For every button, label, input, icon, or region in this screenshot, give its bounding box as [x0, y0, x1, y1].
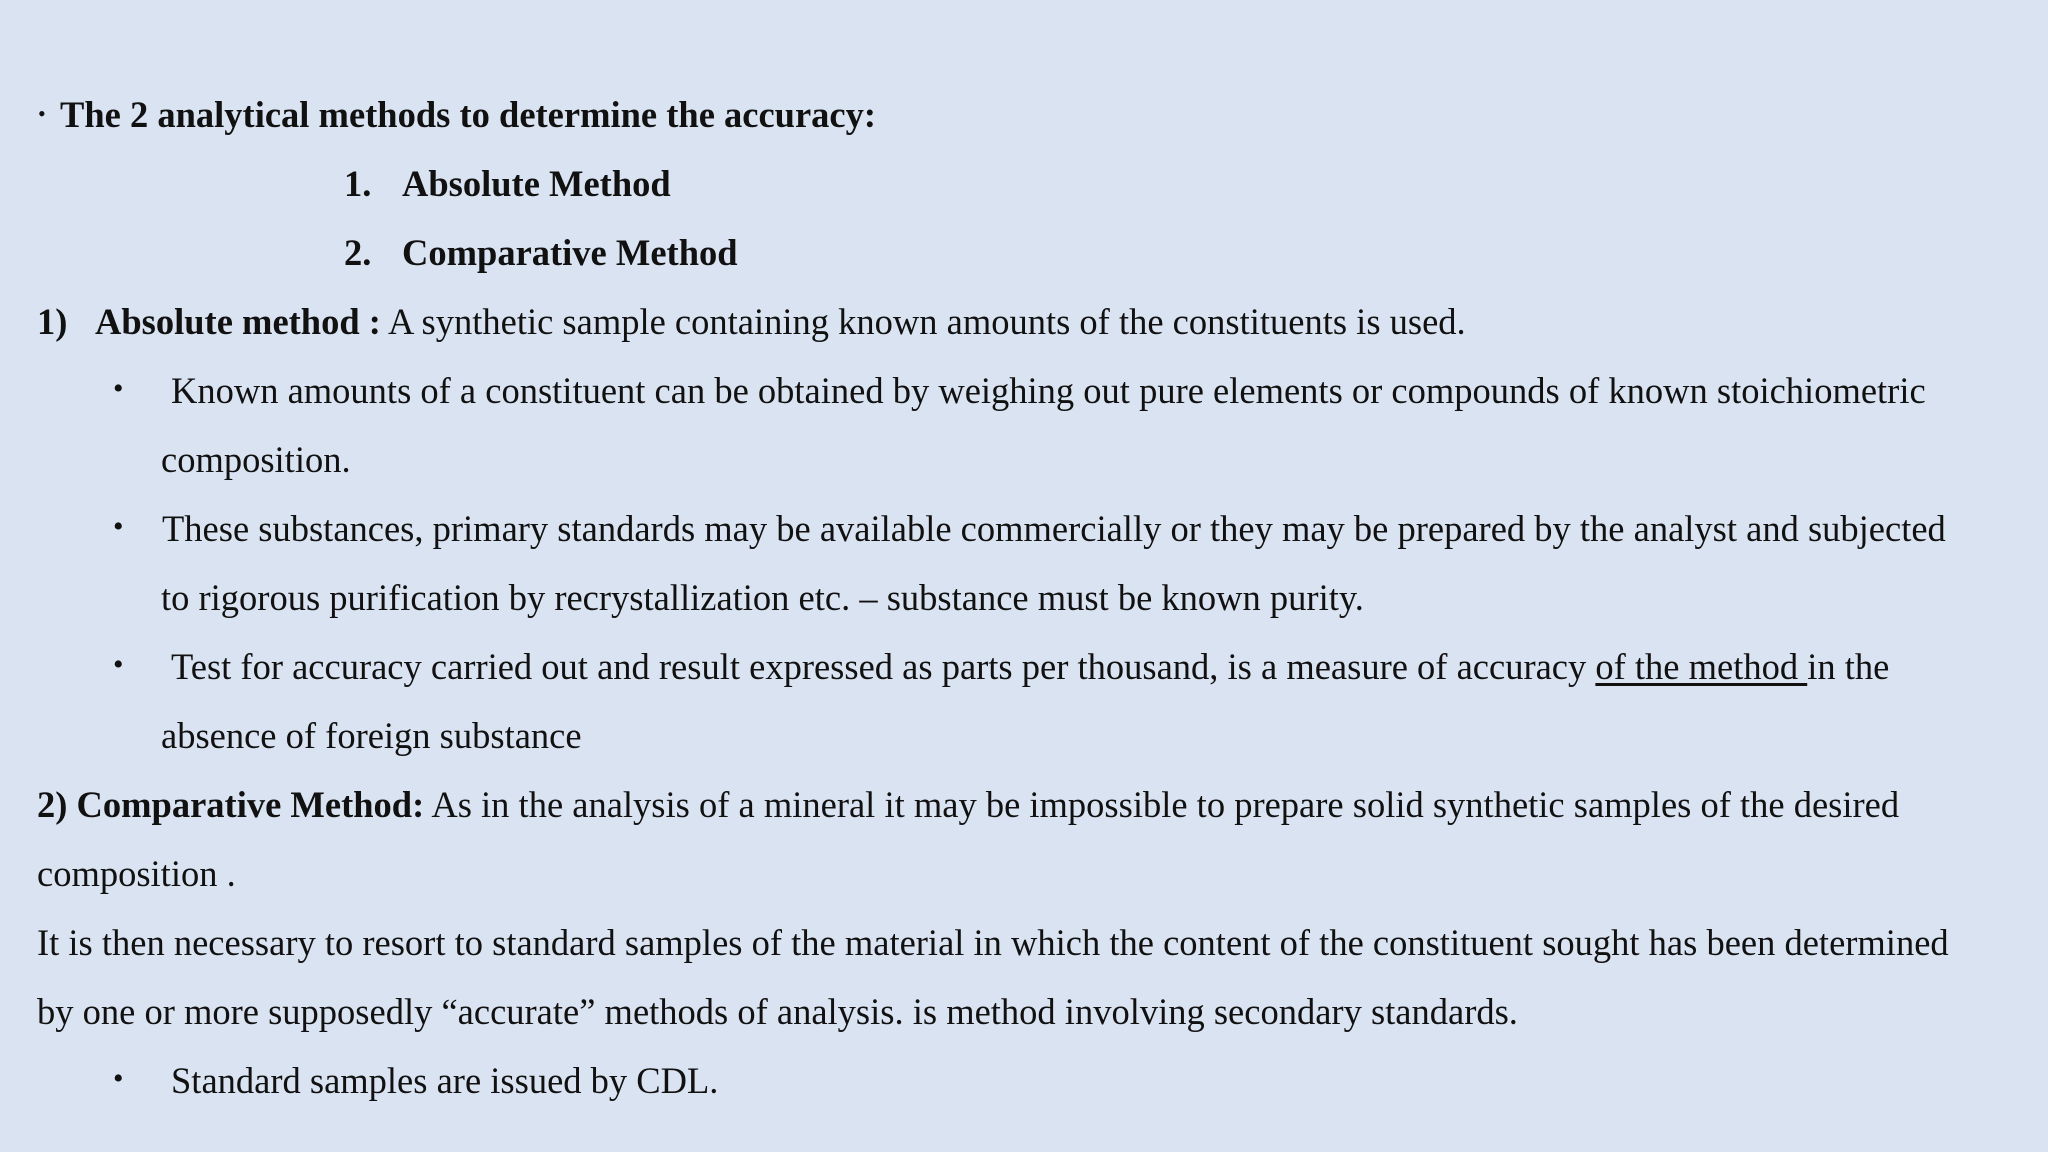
absolute-bullet-3-text-b: in the [1807, 646, 1890, 687]
absolute-bullet-1-line2: composition. [161, 439, 351, 480]
comparative-paragraph-line1: It is then necessary to resort to standard samples of the material in which the content of the constituent sought has been determined [37, 922, 1949, 963]
absolute-method-line [95, 301, 1466, 342]
absolute-number: 1) [37, 301, 68, 342]
absolute-bullet-3-line2: absence of foreign substance [161, 715, 582, 756]
absolute-bullet-1-dot: • [113, 372, 124, 405]
absolute-bullet-1-line1: Known amounts of a constituent can be obtained by weighing out pure elements or compounds of known stoichiometric [171, 370, 1926, 411]
intro-heading: The 2 analytical methods to determine the accuracy: [60, 94, 877, 135]
absolute-bullet-3-underlined: of the method [1595, 646, 1808, 687]
method-label-1: Absolute Method [402, 163, 671, 204]
absolute-method-heading: Absolute method : [95, 301, 381, 342]
absolute-bullet-3-line1 [171, 646, 1890, 687]
absolute-bullet-3-text-a: Test for accuracy carried out and result expressed as parts per thousand, is a measure of accuracy [171, 646, 1596, 687]
comparative-bullet-1-dot: • [113, 1062, 124, 1095]
absolute-bullet-2-dot: • [113, 510, 124, 543]
comparative-method-heading: 2) Comparative Method: [37, 784, 425, 825]
comparative-method-line2: composition . [37, 853, 236, 894]
method-label-2: Comparative Method [402, 232, 738, 273]
method-number-1: 1. [344, 163, 372, 204]
absolute-bullet-2-line1: These substances, primary standards may be available commercially or they may be prepared by the analyst and subjected [162, 508, 1946, 549]
intro-bullet: • [38, 101, 46, 126]
comparative-paragraph-line2: by one or more supposedly “accurate” methods of analysis. is method involving secondary standards. [37, 991, 1518, 1032]
comparative-bullet-1: Standard samples are issued by CDL. [171, 1060, 719, 1101]
method-number-2: 2. [344, 232, 372, 273]
absolute-bullet-2-line2: to rigorous purification by recrystallization etc. – substance must be known purity. [161, 577, 1364, 618]
comparative-method-text: As in the analysis of a mineral it may be impossible to prepare solid synthetic samples of the desired [424, 784, 1900, 825]
absolute-method-text: A synthetic sample containing known amounts of the constituents is used. [380, 301, 1466, 342]
absolute-bullet-3-dot: • [113, 648, 124, 681]
comparative-method-line1 [37, 784, 1900, 825]
